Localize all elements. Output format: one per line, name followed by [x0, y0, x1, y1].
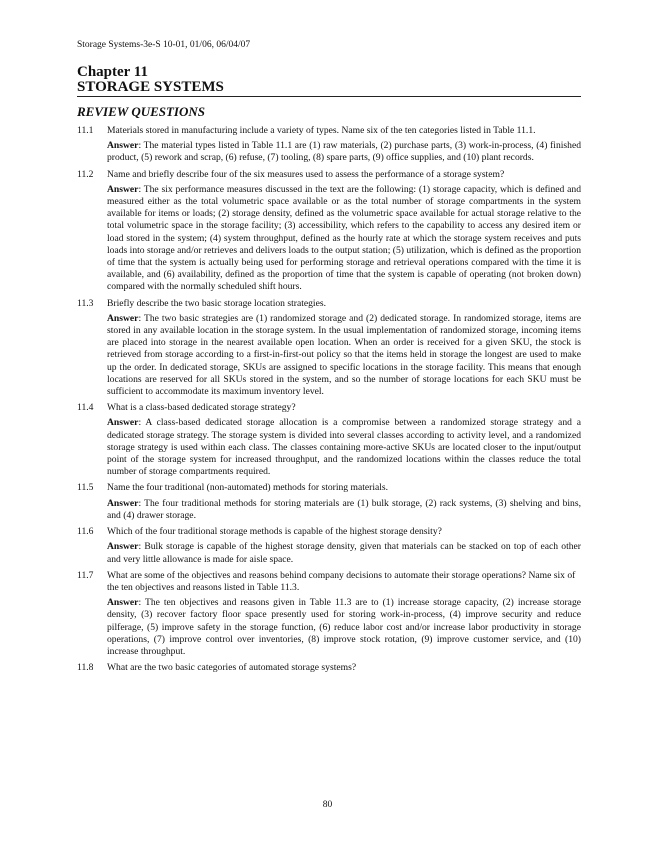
- answer-label: Answer: [107, 497, 139, 509]
- question-item: [77, 662, 581, 674]
- answer-label: Answer: [107, 417, 139, 429]
- page-number: 80: [322, 800, 333, 810]
- answer-body: : The ten objectives and reasons given in Table 11.3 are to (1) increase storage capacity, (2) increase storage density, (3) recover factory floor space presently used for storing work-in-process, (4) improve security and reduce pilferage, (5) improve safety in the storage function, (6) reduce labor cost and/or increase labor productivity in storage operations, (7) improve control over inventories, (8) improve stock rotation, (9) improve customer service, and (10) increase throughput.: [107, 597, 581, 657]
- answer-body: : The two basic strategies are (1) randomized storage and (2) dedicated storage. In randomized storage, items are stored in any available location in the storage system. In the usual implementation of randomized storage, incoming items are placed into storage in the nearest available open location. When an order is received for a given SKU, the stock is retrieved from storage according to a first-in-first-out policy so that the items held in storage the longest are used to make up the order. In dedicated storage, SKUs are assigned to specific locations in the storage facility. This means that enough locations are reserved for all SKUs stored in the system, and so the number of storage locations for each SKU must be sufficient to accommodate its maximum inventory level.: [107, 312, 581, 398]
- section-title: REVIEW QUESTIONS: [77, 104, 206, 119]
- answer-label: Answer: [107, 140, 139, 152]
- answer-label: Answer: [107, 541, 139, 553]
- answer-body: : The six performance measures discussed in the text are the following: (1) storage capacity, which is defined and measured either as the total volumetric space available or as the total number of storage compartments in the system available for items or loads; (2) storage density, defined as the volumetric space available for actual storage relative to the total volumetric space in the storage facility; (3) accessibility, which refers to the capability to access any desired item or load stored in the system; (4) system throughput, defined as the hourly rate at which the storage system receives and puts loads into storage and/or retrieves and delivers loads to the output station; (5) utilization, which is defined as the proportion of time that the system is actually being used for performing storage and retrieval operations compared with the time it is available, and (6) availability, defined as the proportion of time that the system is capable of operating (not broken down) compared with the normally scheduled shift hours.: [107, 183, 581, 293]
- question-number: 11.2: [77, 168, 94, 180]
- question-text: What are some of the objectives and reasons behind company decisions to automate their storage operations? Name six of the ten objectives and reasons listed in Table 11.3.: [107, 569, 576, 593]
- question-number: 11.1: [77, 125, 94, 136]
- question-number: 11.5: [77, 482, 94, 494]
- answer-body: : A class-based dedicated storage allocation is a compromise between a randomized storage strategy and a dedicated storage strategy. The storage system is divided into several classes according to activity level, and a randomized storage strategy is used within each class. The classes containing more-active SKUs are located closer to the input/output point of the storage system for increased throughput, and the randomized locations within the classes reduce the total number of storage compartments required.: [107, 417, 581, 478]
- question-text: Which of the four traditional storage methods is capable of the highest storage density?: [107, 526, 442, 538]
- question-item: [77, 298, 581, 399]
- question-item: [77, 570, 581, 658]
- question-item: [77, 482, 581, 522]
- question-number: 11.4: [77, 402, 94, 414]
- answer-text: [107, 140, 581, 164]
- question-item: [77, 125, 581, 165]
- answer-label: Answer: [107, 312, 139, 324]
- question-number: 11.6: [77, 526, 94, 538]
- title-rule: [77, 96, 581, 97]
- question-text: Name the four traditional (non-automated) methods for storing materials.: [107, 482, 389, 494]
- answer-text: [107, 597, 581, 658]
- answer-label: Answer: [107, 597, 139, 609]
- question-item: [77, 169, 581, 294]
- question-item: [77, 526, 581, 566]
- question-number: 11.3: [77, 297, 94, 309]
- question-number: 11.7: [77, 569, 94, 581]
- answer-text: [107, 498, 581, 522]
- chapter-title: Chapter 11: [77, 64, 148, 80]
- answer-text: [107, 184, 581, 294]
- running-header: Storage Systems-3e-S 10-01, 01/06, 06/04/07: [77, 40, 251, 50]
- question-text: Briefly describe the two basic storage location strategies.: [107, 297, 326, 309]
- answer-text: [107, 417, 581, 478]
- answer-body: : Bulk storage is capable of the highest storage density, given that materials can be stacked on top of each other and very little allowance is made for aisle space.: [107, 541, 581, 565]
- answer-body: : The material types listed in Table 11.1 are (1) raw materials, (2) purchase parts, (3) work-in-process, (4) finished product, (5) rework and scrap, (6) refuse, (7) tooling, (8) spare parts, (9) office supplies, and (10) plant records.: [107, 140, 581, 164]
- answer-label: Answer: [107, 183, 139, 195]
- question-text: Materials stored in manufacturing include a variety of types. Name six of the ten categories listed in Table 11.1.: [107, 125, 536, 136]
- question-number: 11.8: [77, 662, 94, 674]
- answer-body: : The four traditional methods for storing materials are (1) bulk storage, (2) rack systems, (3) shelving and bins, and (4) drawer storage.: [107, 497, 581, 521]
- question-text: What are the two basic categories of automated storage systems?: [107, 662, 357, 674]
- chapter-subtitle: STORAGE SYSTEMS: [77, 79, 224, 95]
- question-item: [77, 402, 581, 478]
- question-text: Name and briefly describe four of the six measures used to assess the performance of a storage system?: [107, 168, 505, 180]
- review-questions-list: [77, 125, 581, 678]
- question-text: What is a class-based dedicated storage strategy?: [107, 402, 296, 414]
- answer-text: [107, 541, 581, 565]
- answer-text: [107, 313, 581, 398]
